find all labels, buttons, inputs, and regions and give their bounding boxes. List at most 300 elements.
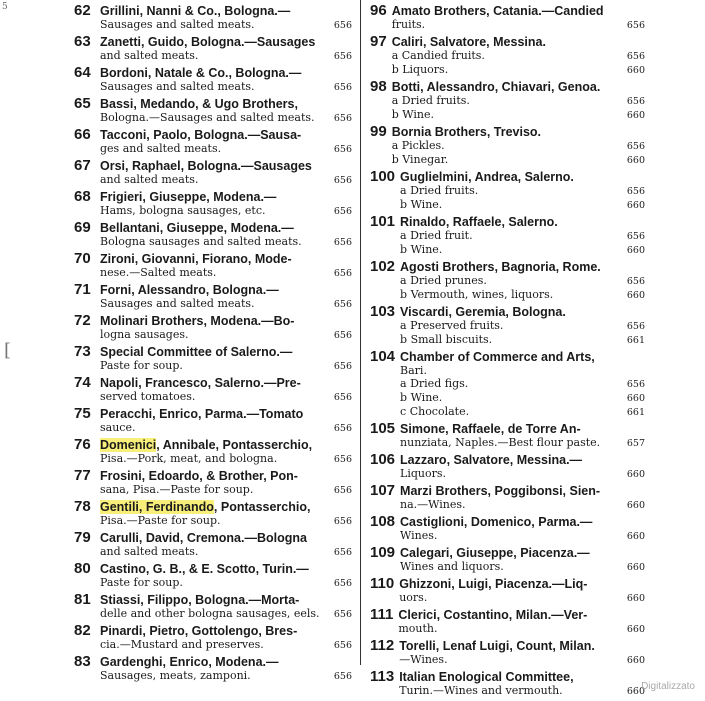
page-reference: 656 [333,82,352,93]
exhibitor-name [392,35,546,49]
exhibitor-name [100,407,303,421]
entry-line [100,514,352,528]
entry-number: 77 [74,467,91,484]
entry-description: Sausages and salted meats. [100,18,255,31]
catalog-entry [74,345,352,373]
exhibitor-name [400,546,590,560]
entry-line [100,421,352,435]
entry-number: 111 [370,606,394,623]
exhibitor-name-text: Guglielmini, Andrea, Salerno. [400,170,574,184]
entry-line [100,142,352,156]
exhibitor-name-text: Gardenghi, Enrico, Modena.— [100,655,279,669]
entry-description: Sausages, meats, zamponi. [100,669,251,682]
entry-description: b Small biscuits. [400,333,493,346]
page-reference: 656 [626,231,645,242]
exhibitor-name-text: Bellantani, Giuseppe, Modena.— [100,221,294,235]
exhibitor-name [100,345,292,359]
entry-line [100,49,352,63]
entry-description: Paste for soup. [100,359,183,372]
exhibitor-name [400,260,601,274]
entry-description: b Wine. [400,243,443,256]
entry-number: 113 [370,668,395,685]
exhibitor-name [392,4,604,18]
entry-line [400,529,645,543]
entry-line [400,198,645,212]
entry-description: Pisa.—Paste for soup. [100,514,221,527]
catalog-entry [370,35,645,77]
page-reference: 656 [333,175,352,186]
catalog-entry [74,624,352,652]
page-reference: 656 [333,423,352,434]
exhibitor-name-text: Forni, Alessandro, Bologna.— [100,283,279,297]
exhibitor-name [100,469,298,483]
entry-line [400,498,645,512]
entry-number: 102 [370,258,396,275]
entry-line [400,436,645,450]
exhibitor-name-text: Zironi, Giovanni, Fiorano, Mode- [100,252,292,266]
entry-description: b Wine. [400,391,443,404]
entry-line [100,545,352,559]
entry-line [100,173,352,187]
entry-number: 68 [74,188,91,205]
entry-number: 75 [74,405,91,422]
exhibitor-name-text: Carulli, David, Cremona.—Bologna [100,531,307,545]
entry-description: b Liquors. [391,63,449,76]
entry-line [400,467,645,481]
page-reference: 656 [333,671,352,682]
page-reference: 660 [626,500,645,511]
page-reference: 656 [333,609,352,620]
exhibitor-name-text: Viscardi, Geremia, Bologna. [400,305,566,319]
page-reference: 656 [626,51,645,62]
entry-line [398,622,645,636]
page-reference: 656 [626,96,645,107]
exhibitor-name-text: Italian Enological Committee, [399,670,574,684]
page-reference: 656 [333,299,352,310]
page-reference: 660 [626,155,645,166]
page-reference: 661 [626,407,645,418]
entry-number: 72 [74,312,91,329]
catalog-entry [370,670,645,698]
page-reference: 656 [333,547,352,558]
entry-line [100,359,352,373]
exhibitor-name [399,670,573,684]
entry-line [400,229,645,243]
entry-line [392,49,645,63]
digitization-watermark: Digitalizzato [641,681,695,692]
catalog-entry [74,407,352,435]
exhibitor-name [100,97,298,111]
page-reference: 656 [626,186,645,197]
catalog-entry [74,469,352,497]
exhibitor-name-text: Clerici, Costantino, Milan.—Ver- [398,608,588,622]
catalog-entry [370,125,645,167]
entry-line [400,274,645,288]
catalog-entry [74,655,352,683]
exhibitor-name-text: Tacconi, Paolo, Bologna.—Sausa- [100,128,302,142]
entry-number: 67 [74,157,91,174]
entry-line [100,452,352,466]
entry-number: 109 [370,544,396,561]
page-reference: 660 [626,290,645,301]
entry-description: a Dried figs. [400,377,469,390]
column-divider [360,0,361,665]
catalog-entry [74,221,352,249]
entry-number: 108 [370,513,396,530]
entry-number: 97 [370,33,387,50]
entry-description: Pisa.—Pork, meat, and bologna. [100,452,278,465]
page-reference: 660 [626,200,645,211]
entry-line [100,204,352,218]
exhibitor-name-text: Ghizzoni, Luigi, Piacenza.—Liq- [399,577,588,591]
page-reference: 660 [626,531,645,542]
entry-number: 96 [370,2,387,19]
page-reference: 660 [626,686,645,697]
catalog-entry [74,500,352,528]
entry-description: Sausages and salted meats. [100,297,255,310]
exhibitor-name [100,562,309,576]
page-reference: 660 [626,245,645,256]
catalog-entry [370,515,645,543]
exhibitor-name-text: Caliri, Salvatore, Messina. [391,35,546,49]
entry-line [100,328,352,342]
page-reference: 656 [333,454,352,465]
entry-number: 66 [74,126,91,143]
entry-line [100,576,352,590]
page-reference: 656 [333,51,352,62]
page-reference: 656 [626,321,645,332]
exhibitor-name [392,80,601,94]
entry-description: Hams, bologna sausages, etc. [100,204,266,217]
exhibitor-name [100,159,312,173]
entry-number: 76 [74,436,91,453]
page-reference: 656 [333,113,352,124]
catalog-entry [74,97,352,125]
exhibitor-name [100,190,276,204]
entry-number: 98 [370,78,387,95]
exhibitor-name [100,376,301,390]
exhibitor-name-text: Special Committee of Salerno.— [100,345,293,359]
exhibitor-name-text: Pinardi, Pietro, Gottolengo, Bres- [100,624,298,638]
page-reference: 660 [626,562,645,573]
entry-description: c Chocolate. [400,405,470,418]
entry-description: b Wine. [400,198,443,211]
exhibitor-name-text: Bordoni, Natale & Co., Bologna.— [100,66,302,80]
page-reference: 656 [333,206,352,217]
catalog-entry [74,593,352,621]
exhibitor-name-text: Chamber of Commerce and Arts, [400,350,595,364]
entry-number: 79 [74,529,91,546]
page-corner-mark: 5 [2,2,8,12]
entry-number: 71 [74,281,91,298]
catalog-entry [370,639,645,667]
entry-line [400,288,645,302]
entry-line [100,235,352,249]
entry-description: Bologna sausages and salted meats. [100,235,302,248]
exhibitor-name-text: Marzi Brothers, Poggibonsi, Sien- [400,484,601,498]
exhibitor-name [100,4,290,18]
entry-line [399,591,645,605]
page-reference: 656 [333,330,352,341]
entry-line [100,80,352,94]
entry-description: served tomatoes. [100,390,196,403]
entry-line [392,18,645,32]
entry-description: a Dried prunes. [400,274,487,287]
entry-line [100,266,352,280]
catalog-entry [370,215,645,257]
catalog-entry [370,305,645,347]
exhibitor-name-text: Stiassi, Filippo, Bologna.—Morta- [100,593,300,607]
entry-number: 78 [74,498,91,515]
entry-description: b Vermouth, wines, liquors. [400,288,554,301]
entry-description: uors. [399,591,428,604]
highlighted-name: Domenici [100,438,157,452]
entry-description: sana, Pisa.—Paste for soup. [100,483,254,496]
entry-line [392,139,645,153]
entry-line [100,638,352,652]
entry-number: 69 [74,219,91,236]
exhibitor-name [100,655,279,669]
catalog-entry [370,453,645,481]
entry-description: fruits. [391,18,426,31]
exhibitor-name-text: Frosini, Edoardo, & Brother, Pon- [100,469,298,483]
page-reference: 656 [333,392,352,403]
entry-line [400,560,645,574]
exhibitor-name-text: Castino, G. B., & E. Scotto, Turin.— [100,562,309,576]
page-reference: 660 [626,469,645,480]
exhibitor-name [100,35,315,49]
catalog-entry [74,190,352,218]
entry-line [400,333,645,347]
entry-description: Wines and liquors. [400,560,504,573]
entry-line [100,669,352,683]
entry-description: Sausages and salted meats. [100,80,255,93]
page-reference: 660 [626,110,645,121]
exhibitor-name [400,305,566,319]
entry-number: 101 [370,213,396,230]
entry-line [392,153,645,167]
entry-line [400,319,645,333]
exhibitor-name-text: Peracchi, Enrico, Parma.—Tomato [100,407,304,421]
catalog-entry [370,422,645,450]
entry-line [399,653,645,667]
exhibitor-name-text: Calegari, Giuseppe, Piacenza.— [400,546,590,560]
page-reference: 656 [333,144,352,155]
exhibitor-name [399,577,587,591]
entry-description: mouth. [398,622,438,635]
entry-line [100,607,352,621]
exhibitor-name-text: , Annibale, Pontasserchio, [156,438,313,452]
catalog-entry [74,159,352,187]
page-reference: 660 [626,593,645,604]
catalog-entry [74,128,352,156]
exhibitor-name-text: Orsi, Raphael, Bologna.—Sausages [100,159,312,173]
entry-number: 110 [370,575,395,592]
exhibitor-name [400,422,581,436]
exhibitor-name-text: Botti, Alessandro, Chiavari, Genoa. [391,80,601,94]
entry-number: 112 [370,637,395,654]
catalog-entry [74,66,352,94]
catalog-entry [370,80,645,122]
entry-number: 74 [74,374,91,391]
catalog-entry [74,4,352,32]
entry-number: 64 [74,64,91,81]
exhibitor-name-text: Bornia Brothers, Treviso. [391,125,542,139]
catalog-entry [74,438,352,466]
page-reference: 660 [626,393,645,404]
entry-description: a Dried fruit. [400,229,473,242]
exhibitor-name [100,593,299,607]
entry-line [100,18,352,32]
catalog-entry [370,260,645,302]
page-reference: 656 [626,276,645,287]
catalog-entry [370,577,645,605]
exhibitor-name [400,515,592,529]
exhibitor-name [100,283,279,297]
exhibitor-name [400,170,574,184]
exhibitor-name [100,252,292,266]
entry-line [400,364,645,377]
entry-line [100,390,352,404]
entry-description: ges and salted meats. [100,142,222,155]
page-reference: 657 [626,438,645,449]
entry-description: Paste for soup. [100,576,183,589]
catalog-entry [370,4,645,32]
exhibitor-name [100,314,294,328]
entry-description: a Dried fruits. [400,184,479,197]
exhibitor-name [400,215,558,229]
entry-description: na.—Wines. [400,498,466,511]
exhibitor-name [100,66,301,80]
exhibitor-name [100,128,301,142]
entry-description: Liquors. [400,467,447,480]
page-reference: 661 [626,335,645,346]
entry-number: 107 [370,482,396,499]
entry-number: 106 [370,451,396,468]
exhibitor-name [398,608,587,622]
exhibitor-name [392,125,541,139]
catalog-entry [370,608,645,636]
catalog-entry [74,314,352,342]
exhibitor-name [100,221,294,235]
catalog-entry [370,546,645,574]
entry-number: 83 [74,653,91,670]
entry-line [400,391,645,405]
page-reference: 660 [626,65,645,76]
exhibitor-name-text: Frigieri, Giuseppe, Modena.— [100,190,277,204]
entry-number: 80 [74,560,91,577]
exhibitor-name [100,500,310,514]
catalog-entry [370,170,645,212]
entry-description: nese.—Salted meats. [100,266,217,279]
exhibitor-name-text: Castiglioni, Domenico, Parma.— [400,515,593,529]
exhibitor-name-text: Torelli, Lenaf Luigi, Count, Milan. [399,639,595,653]
entry-line [100,111,352,125]
entry-number: 104 [370,348,396,365]
entry-description: Wines. [400,529,438,542]
entry-number: 103 [370,303,396,320]
exhibitor-name-text: Molinari Brothers, Modena.—Bo- [100,314,295,328]
exhibitor-name-text: Amato Brothers, Catania.—Candied [391,4,604,18]
entry-description: a Pickles. [391,139,445,152]
entry-description: Turin.—Wines and vermouth. [399,684,563,697]
entry-description: and salted meats. [100,545,199,558]
entry-number: 100 [370,168,396,185]
page-reference: 656 [626,379,645,390]
entry-number: 81 [74,591,91,608]
entry-description: nunziata, Naples.—Best flour paste. [400,436,601,449]
entry-line [392,63,645,77]
page-reference: 656 [333,20,352,31]
entry-number: 73 [74,343,91,360]
entry-description: a Candied fruits. [391,49,485,62]
entry-description: sauce. [100,421,136,434]
catalog-entry [370,350,645,419]
entry-number: 63 [74,33,91,50]
exhibitor-name-text: Grillini, Nanni & Co., Bologna.— [100,4,291,18]
entry-number: 99 [370,123,387,140]
exhibitor-name-text: Zanetti, Guido, Bologna.—Sausages [100,35,316,49]
exhibitor-name-text: Rinaldo, Raffaele, Salerno. [400,215,558,229]
entry-line [100,483,352,497]
entry-number: 82 [74,622,91,639]
entry-description: delle and other bologna sausages, eels. [100,607,320,620]
catalog-entry [370,484,645,512]
entry-number: 105 [370,420,396,437]
entry-description: cia.—Mustard and preserves. [100,638,264,651]
page-reference: 656 [626,20,645,31]
page-reference: 656 [333,268,352,279]
page-reference: 656 [333,578,352,589]
exhibitor-name-text: Simone, Raffaele, de Torre An- [400,422,581,436]
left-column [74,4,352,686]
exhibitor-name-text: Lazzaro, Salvatore, Messina.— [400,453,583,467]
page-reference: 656 [333,361,352,372]
entry-description: logna sausages. [100,328,189,341]
page-reference: 656 [333,237,352,248]
entry-description: Bari. [400,364,427,377]
page-reference: 660 [626,624,645,635]
exhibitor-name [399,639,595,653]
entry-description: and salted meats. [100,173,199,186]
entry-line [400,405,645,419]
entry-line [392,94,645,108]
exhibitor-name [400,453,582,467]
exhibitor-name-text: Agosti Brothers, Bagnoria, Rome. [400,260,601,274]
page-reference: 660 [626,655,645,666]
catalog-entry [74,252,352,280]
highlighted-name: Gentili, Ferdinando [100,500,214,514]
entry-description: and salted meats. [100,49,199,62]
entry-description: b Wine. [391,108,434,121]
exhibitor-name [100,531,307,545]
entry-number: 70 [74,250,91,267]
catalog-entry [74,35,352,63]
page-reference: 656 [333,640,352,651]
entry-description: —Wines. [399,653,448,666]
page-reference: 656 [333,516,352,527]
margin-bracket-mark: [ [4,340,12,361]
entry-description: b Vinegar. [391,153,449,166]
page-reference: 656 [626,141,645,152]
entry-line [392,108,645,122]
entry-description: a Preserved fruits. [400,319,504,332]
exhibitor-name [400,484,600,498]
entry-number: 62 [74,2,91,19]
entry-line [400,184,645,198]
exhibitor-name-text: , Pontasserchio, [213,500,311,514]
entry-number: 65 [74,95,91,112]
